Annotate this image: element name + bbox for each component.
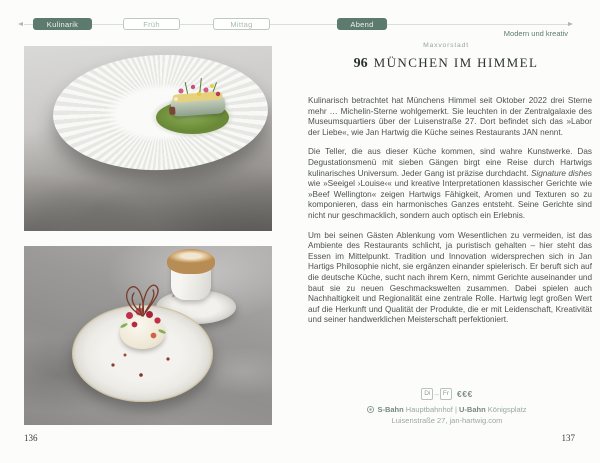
dessert-plate-photo [24,246,272,425]
souffle-top [167,249,215,274]
restaurant-name: MÜNCHEN IM HIMMEL [373,55,539,70]
ubahn-station: Königsplatz [485,405,527,414]
arrow-left-icon[interactable] [18,22,23,26]
price-level: €€€ [457,389,473,399]
address-line: Luisenstraße 27, jan-hartwig.com [391,416,503,425]
cream-dessert [120,316,165,349]
paragraph-3: Um bei seinen Gästen Ablenkung vom Wesentlichen zu vermeiden, ist das Ambiente des Restaurants schlicht, ja puristisch gehalten – hier steht das Essen im Mittelpunkt. Tradition und Innovation widersprechen sich in Jan Hartigs Philosophie nicht, sie ergänzen einander spielerisch. Er beruft sich auf die deutsche Küche, sucht nach ihrem Kern, nimmt Gerichte auseinander und baut sie zu neuen Geschmackswelten zusammen. Dabei spielen auch Nachhaltigkeit und Regionalität eine zentrale Rolle. Hartwig legt großen Wert auf die Herkunft und Qualität der Produkte, die er mit Leidenschaft, Kreativität und seiner handwerklichen Meisterschaft perfektioniert. [308,230,592,325]
sauce-dots [24,246,26,248]
fish-roll [170,94,225,117]
day-range-separator: – [434,389,439,399]
edible-flowers [24,46,26,48]
paragraph-2-italic: Signature dishes [530,168,592,178]
transit-info [302,405,592,414]
tab-abend[interactable]: Abend [337,18,387,30]
paragraph-2-start: Die Teller, die aus dieser Küche kommen, sind wahre Kunstwerke. Das Degustationsmenü mit sieben Gängen birgt eine Reise durch Hartwigs kulinarisches Universum. Jeder Gang ist präzise durchdacht. [308,147,592,178]
sbahn-station: Hauptbahnhof | [403,405,460,414]
nav-timeline [24,24,568,25]
description-text [308,96,592,384]
page-number-right: 137 [561,433,575,443]
day-from-badge: Di [421,388,433,400]
page-number-left: 136 [24,433,38,443]
tab-kulinarik[interactable]: Kulinarik [33,18,92,30]
paragraph-1: Kulinarisch betrachtet hat Münchens Himmel seit Oktober 2022 drei Sterne mehr … Michelin-Sterne wohlgemerkt. Sie leuchten in der Zentralgalaxie des Museumsquartiers über der Luisenstraße 27. Dort befindet sich das »Labor der Liebe«, wie Jan Hartwig die Küche seines Restaurants JAN nennt. [308,96,592,137]
arrow-right-icon[interactable] [568,22,573,26]
tab-mittag[interactable]: Mittag [213,18,270,30]
opening-days [302,388,592,400]
page-title [300,54,592,72]
ubahn-label: U-Bahn [459,405,486,414]
chocolate-butterfly [120,282,166,320]
entry-number: 96 [353,56,368,71]
day-to-badge: Fr [440,388,452,400]
paragraph-2 [308,147,592,221]
starter-plate-photo [24,46,272,231]
paragraph-2-end: wie »Seeigel ›Louise‹« und kreative Interpretationen klassischer Gerichte wie »Beef Wellington« zeigen Hartwigs Fähigkeit, Aromen und Texturen so zu komponieren, dass ein harmonisches Ganzes entsteht. Seine Gerichte sind nicht nur geschmacklich, sondern auch optisch ein Erlebnis. [308,179,592,220]
transit-circle-icon [367,406,374,413]
district-label: Maxvorstadt [423,42,469,49]
category-label: Modern und kreativ [503,29,568,38]
sbahn-label: S-Bahn [377,405,404,414]
tab-frueh[interactable]: Früh [123,18,180,30]
